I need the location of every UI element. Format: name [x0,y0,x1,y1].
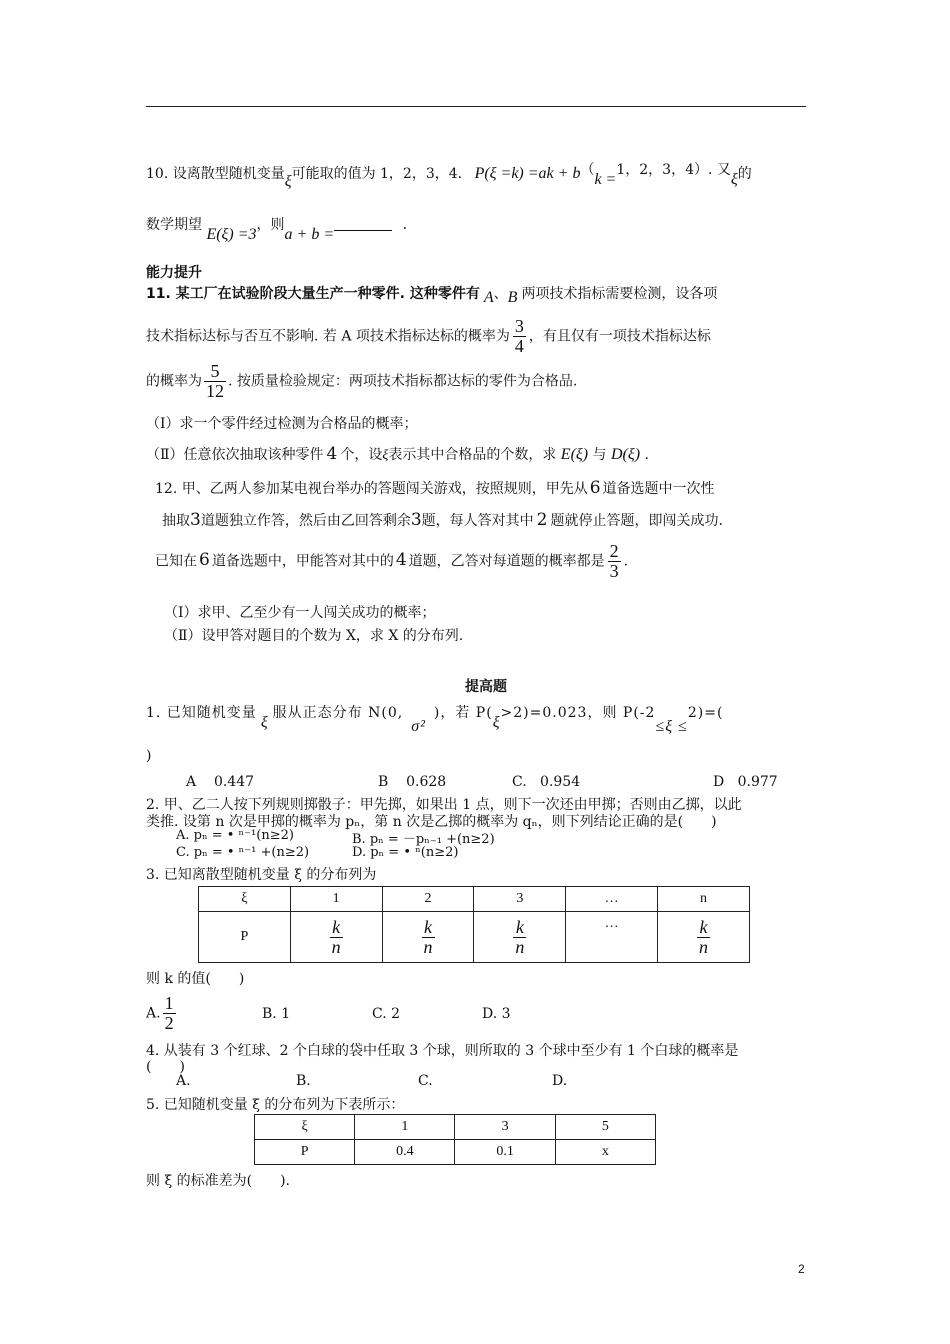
p1-line1: 1. 已知随机变量ξ服从正态分布 N(0,σ²)，若 P(ξ>2)=0.023，则 P(-2≤ξ ≤2)=( [146,705,724,735]
q10-line1: 10. 设离散型随机变量ξ可能取的值为 1，2，3，4. P(ξ =k) =ak + b（k =1，2，3，4）. 又ξ的 [146,162,752,190]
q12-line1: 12. 甲、乙两人参加某电视台举办的答题闯关游戏，按照规则，甲先从 6 道备选题中一次性 [155,478,715,498]
page-number: 2 [798,1262,805,1276]
table-cell: P [199,912,291,963]
p2-option-a: A. pₙ = • ⁿ⁻¹(n≥2) [176,828,294,843]
table-cell: … [566,912,658,963]
table-cell: $\frac{k}{n}$ [474,912,566,963]
table-cell: x [555,1140,655,1165]
table-cell: ξ [255,1115,355,1140]
table-cell: n [658,887,750,912]
table-cell: ξ [199,887,291,912]
p1-option-a: A 0.447 [186,774,255,790]
table-cell: … [566,887,658,912]
table-cell: $\frac{k}{n}$ [382,912,474,963]
p1-option-c: C. 0.954 [512,774,581,790]
p2-line2: 类推. 设第 n 次是甲掷的概率为 pₙ，第 n 次是乙掷的概率为 qₙ，则下列结论正确的是( ) [146,814,717,830]
p1-option-d: D 0.977 [713,774,778,790]
p3-line2: 则 k 的值( ) [146,971,245,987]
q12-part1: （Ⅰ）求甲、乙至少有一人闯关成功的概率； [164,605,436,621]
p4-line2: ( ) [146,1059,185,1075]
table-cell: $\frac{k}{n}$ [658,912,750,963]
p4-option-a: A. [176,1073,191,1089]
p5-distribution-table [254,1114,656,1165]
p3-option-d: D. 3 [482,1006,511,1022]
q10-line2: 数学期望 E(ξ) =3，则a + b = . [146,217,408,243]
p3-line1: 3. 已知离散型随机变量 ξ 的分布列为 [146,867,377,883]
q11-line3: 的概率为 $\frac{5}{12}$ . 按质量检验规定：两项技术指标都达标的零件为合格品. [146,361,578,401]
q12-line3: 已知在 6 道备选题中，甲能答对其中的 4 道题，乙答对每道题的概率都是 $\frac{2}{3}$ . [155,541,629,581]
section-ability-title: 能力提升 [146,265,202,281]
p4-option-d: D. [552,1073,568,1089]
q12-part2: （Ⅱ）设甲答对题目的个数为 X，求 X 的分布列. [164,628,464,644]
p5-line1: 5. 已知随机变量 ξ 的分布列为下表所示： [146,1097,405,1113]
table-cell: 0.4 [355,1140,455,1165]
fraction-5-12: $\frac{5}{12}$ [206,361,224,401]
table-cell: 0.1 [455,1140,555,1165]
table-cell: 2 [382,887,474,912]
p3-option-c: C. 2 [372,1006,401,1022]
table-cell: P [255,1140,355,1165]
p3-option-b: B. 1 [262,1006,291,1022]
fraction-2-3: $\frac{2}{3}$ [609,541,619,581]
p3-distribution-table [198,886,750,963]
p2-option-b: B. pₙ = －pₙ₋₁ +(n≥2) [352,832,495,847]
p2-line1: 2. 甲、乙二人按下列规则掷骰子：甲先掷，如果出 1 点，则下一次还由甲掷；否则由乙掷，以此 [146,797,742,813]
table-cell: 5 [555,1115,655,1140]
p4-option-c: C. [418,1073,433,1089]
table-cell: 3 [455,1115,555,1140]
p4-option-b: B. [296,1073,311,1089]
table-cell: 1 [355,1115,455,1140]
q11-part2: （Ⅱ）任意依次抽取该种零件 4 个，设ξ表示其中合格品的个数，求 E(ξ) 与 D(ξ) . [146,444,649,464]
p5-line2: 则 ξ 的标准差为( ). [146,1173,290,1189]
table-cell: 1 [290,887,382,912]
p2-option-d: D. pₙ = • ⁿ(n≥2) [352,845,459,860]
p3-option-a: A. $\frac{1}{2}$ [146,993,174,1033]
header-rule [146,106,806,107]
fraction-3-4: $\frac{3}{4}$ [514,316,524,356]
q11-line2: 技术指标达标与否互不影响. 若 A 项技术指标达标的概率为 $\frac{3}{4}$ ，有且仅有一项技术指标达标 [146,316,711,356]
p1-line2: ) [146,748,152,764]
table-cell: $\frac{k}{n}$ [290,912,382,963]
p4-line1: 4. 从装有 3 个红球、2 个白球的袋中任取 3 个球，则所取的 3 个球中至少有 1 个白球的概率是 [146,1043,739,1059]
q10-formula-p: P(ξ =k) =ak + b [474,165,581,182]
p1-option-b: B 0.628 [378,774,447,790]
answer-blank [334,220,392,231]
q12-line2: 抽取3道题独立作答，然后由乙回答剩余3题，每人答对其中 2 题就停止答题，即闯关成功. [162,510,723,530]
section-advanced-title: 提高题 [465,679,507,695]
table-cell: 3 [474,887,566,912]
q11-line1: 11. 某工厂在试验阶段大量生产一种零件. 这种零件有 A、B 两项技术指标需要检测，设各项 [146,286,718,306]
p2-option-c: C. pₙ = • ⁿ⁻¹ +(n≥2) [176,845,310,860]
q11-part1: （Ⅰ）求一个零件经过检测为合格品的概率； [146,416,418,432]
q10-formula-e: E(ξ) =3 [206,226,257,243]
